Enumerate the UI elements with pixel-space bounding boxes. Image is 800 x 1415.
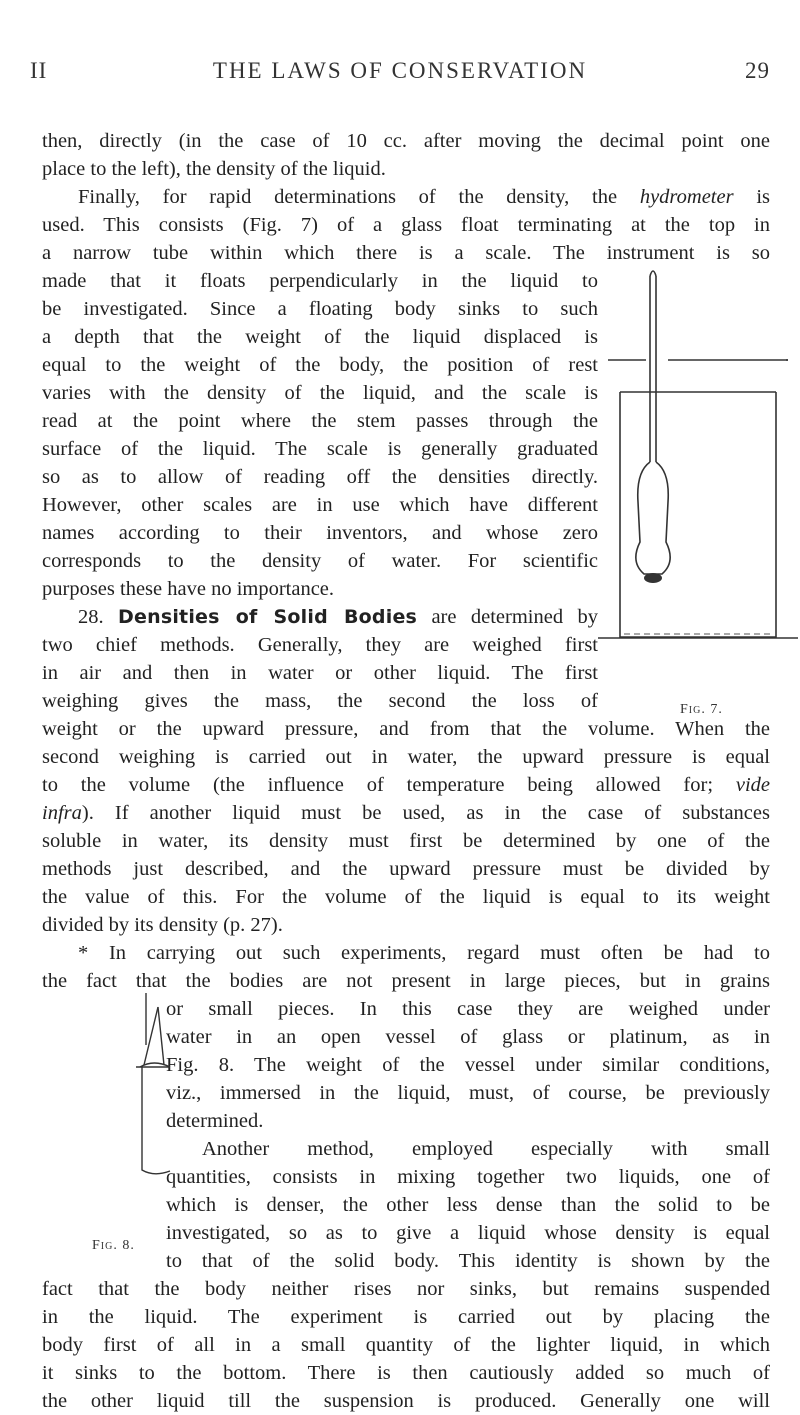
text-line: then, directly (in the case of 10 cc. after moving the decimal point one xyxy=(42,130,770,152)
text-line: a depth that the weight of the liquid displaced is xyxy=(42,326,598,348)
running-title: THE LAWS OF CONSERVATION xyxy=(212,58,588,83)
text-line: equal to the weight of the body, the position of rest xyxy=(42,354,598,376)
text-line: However, other scales are in use which have different xyxy=(42,494,598,516)
text-line: in air and then in water or other liquid. The first xyxy=(42,662,598,684)
text-line: weight or the upward pressure, and from that the volume. When the xyxy=(42,718,770,740)
term-hydrometer: hydrometer xyxy=(639,186,734,208)
term-vide: vide xyxy=(735,774,770,796)
figure-7-caption: Fig. 7. xyxy=(680,702,723,717)
text-line: methods just described, and the upward pressure must be divided by xyxy=(42,858,770,880)
text-line: the fact that the bodies are not present in large pieces, but in grains xyxy=(42,970,770,992)
figure-7-hydrometer xyxy=(598,262,798,682)
text-line: corresponds to the density of water. For scientific xyxy=(42,550,598,572)
term-infra: infra xyxy=(42,802,82,824)
ballast-weight xyxy=(644,573,662,583)
text-line: water in an open vessel of glass or platinum, as in xyxy=(166,1026,770,1048)
text-line: second weighing is carried out in water, the upward pressure is equal xyxy=(42,746,770,768)
text-line: to that of the solid body. This identity is shown by the xyxy=(166,1250,770,1272)
stem-top xyxy=(650,271,656,276)
text-line: determined. xyxy=(166,1110,264,1132)
text-line: it sinks to the bottom. There is then cautiously added so much of xyxy=(42,1362,770,1384)
text-line: soluble in water, its density must first be determined by one of the xyxy=(42,830,770,852)
section-heading: Densities of Solid Bodies xyxy=(118,606,418,628)
vessel-outline xyxy=(620,392,776,637)
text-line: be investigated. Since a floating body sinks to such xyxy=(42,298,598,320)
text-line: surface of the liquid. The scale is generally graduated xyxy=(42,438,598,460)
cone-right xyxy=(158,1007,164,1065)
chapter-numeral: II xyxy=(30,58,48,83)
text-line: the other liquid till the suspension is produced. Generally one will xyxy=(42,1390,770,1412)
text-line: place to the left), the density of the liquid. xyxy=(42,158,386,180)
text-line: which is denser, the other less dense than the solid to be xyxy=(166,1194,770,1216)
text-line: purposes these have no importance. xyxy=(42,578,335,600)
text-line: a narrow tube within which there is a scale. The instrument is so xyxy=(42,242,770,264)
text-line: infra). If another liquid must be used, as in the case of substances xyxy=(42,802,770,824)
text-line: quantities, consists in mixing together two liquids, one of xyxy=(166,1166,770,1188)
beaker-wall xyxy=(142,1067,170,1174)
text-line: to the volume (the influence of temperature being allowed for; vide xyxy=(42,774,770,796)
text-line: Another method, employed especially with small xyxy=(202,1138,770,1160)
text-line: so as to allow of reading off the densities directly. xyxy=(42,466,598,488)
text-line: Fig. 8. The weight of the vessel under similar conditions, xyxy=(166,1054,770,1076)
page-number: 29 xyxy=(745,58,770,83)
text-line: divided by its density (p. 27). xyxy=(42,914,283,936)
text-line: weighing gives the mass, the second the loss of xyxy=(42,690,598,712)
text-line: varies with the density of the liquid, and the scale is xyxy=(42,382,598,404)
text-line: * In carrying out such experiments, regard must often be had to xyxy=(78,942,770,964)
text-line: read at the point where the stem passes through the xyxy=(42,410,598,432)
text-line: body first of all in a small quantity of the lighter liquid, in which xyxy=(42,1334,770,1356)
text-line: or small pieces. In this case they are weighed under xyxy=(166,998,770,1020)
text-line: viz., immersed in the liquid, must, of course, be previously xyxy=(166,1082,770,1104)
figure-8-vessel xyxy=(136,985,170,1185)
text-line: in the liquid. The experiment is carried out by placing the xyxy=(42,1306,770,1328)
text-line: Finally, for rapid determinations of the density, the hydrometer is xyxy=(78,186,770,208)
text-line: two chief methods. Generally, they are weighed first xyxy=(42,634,598,656)
text-line: names according to their inventors, and whose zero xyxy=(42,522,598,544)
text-line: made that it floats perpendicularly in the liquid to xyxy=(42,270,598,292)
text-line: investigated, so as to give a liquid whose density is equal xyxy=(166,1222,770,1244)
text-line: fact that the body neither rises nor sinks, but remains suspended xyxy=(42,1278,770,1300)
text-line: the value of this. For the volume of the liquid is equal to its weight xyxy=(42,886,770,908)
figure-8-caption: Fig. 8. xyxy=(92,1238,135,1253)
float-bulb xyxy=(636,462,670,574)
section-heading-line: 28. Densities of Solid Bodies are determined by xyxy=(78,606,598,628)
text-line: used. This consists (Fig. 7) of a glass float terminating at the top in xyxy=(42,214,770,236)
